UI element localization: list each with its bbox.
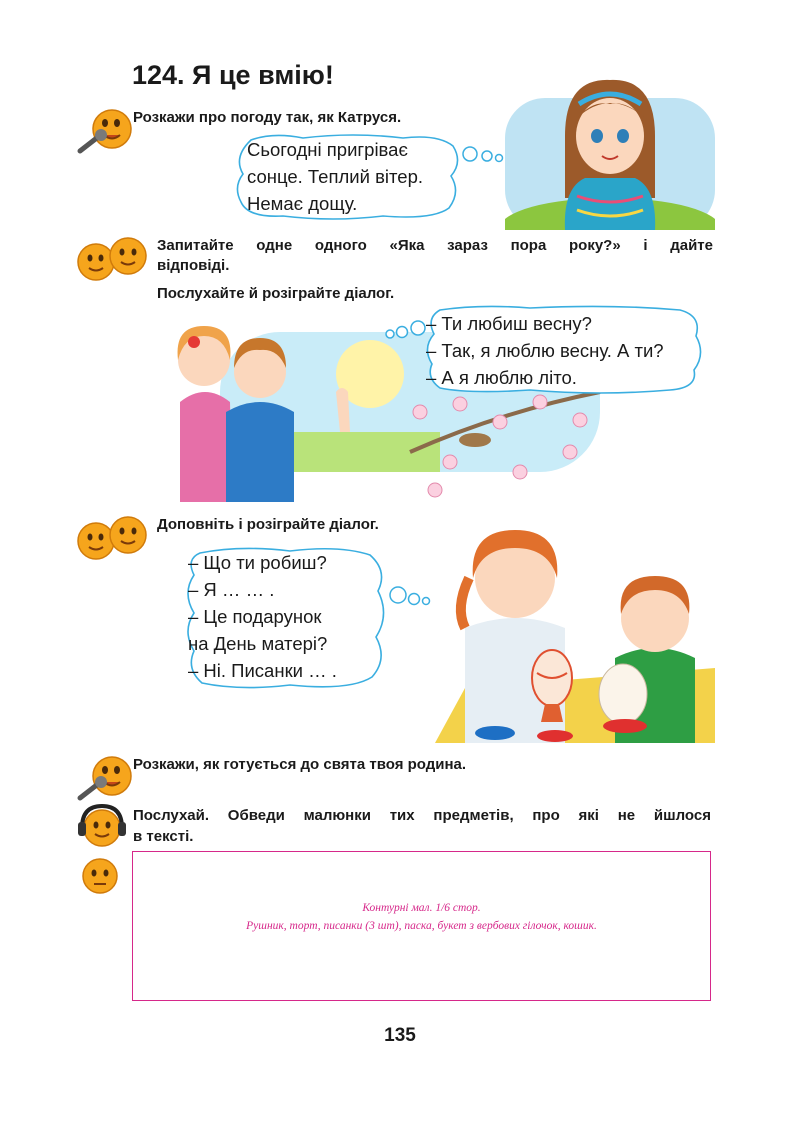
- page-title: 124. Я це вмію!: [132, 60, 334, 90]
- thought-bubble-seasons: [380, 304, 712, 396]
- task2-instruction-line2: відповіді.: [157, 257, 230, 274]
- task1-instruction: Розкажи про погоду так, як Катруся.: [133, 109, 402, 126]
- bubble-line: – Ти любиш весну?: [426, 313, 592, 334]
- two-smileys-icon: [74, 513, 154, 565]
- bubble-line: – А я люблю літо.: [426, 367, 577, 388]
- page-number: 135: [384, 1025, 416, 1046]
- bubble-line: сонце. Теплий вітер.: [247, 166, 424, 187]
- placeholder-line2: Рушник, торт, писанки (3 шт), паска, букет з вербових гілочок, кошик.: [246, 920, 597, 932]
- illustration-placeholder-box: [132, 851, 711, 1001]
- bubble-line: – Це подарунок: [188, 606, 322, 627]
- bubble-line: – Я … … .: [188, 579, 275, 600]
- task5-instruction-line2: в тексті.: [133, 828, 194, 845]
- listening-thinking-smileys-icon: [74, 804, 132, 904]
- task3-instruction: Доповніть і розіграйте діалог.: [157, 516, 379, 533]
- bubble-line: Сьогодні пригріває: [247, 139, 408, 160]
- bubble-line: – Ні. Писанки … .: [188, 660, 337, 681]
- placeholder-line1: Контурні мал. 1/6 стор.: [362, 902, 481, 914]
- speaking-smiley-icon: [74, 105, 134, 157]
- thought-bubble-weather: [233, 132, 513, 222]
- bubble-line: на День матері?: [188, 633, 328, 654]
- bubble-line: – Так, я люблю весну. А ти?: [426, 340, 664, 361]
- task2-instruction-line3: Послухайте й розіграйте діалог.: [157, 285, 395, 302]
- task5-instruction-line1: Послухай. Обведи малюнки тих предметів, про які не йшлося: [133, 807, 711, 824]
- thought-bubble-gift: [180, 545, 435, 693]
- two-smileys-icon: [74, 234, 154, 286]
- task4-instruction: Розкажи, як готується до свята твоя родина.: [133, 756, 467, 773]
- painting-eggs-illustration: [425, 518, 715, 743]
- speaking-smiley-icon: [74, 752, 134, 804]
- task2-instruction-line1: Запитайте одне одного «Яка зараз пора року?» і дайте: [157, 237, 713, 254]
- bubble-line: – Що ти робиш?: [188, 552, 327, 573]
- bubble-line: Немає дощу.: [247, 193, 358, 214]
- girl-illustration: [505, 78, 715, 230]
